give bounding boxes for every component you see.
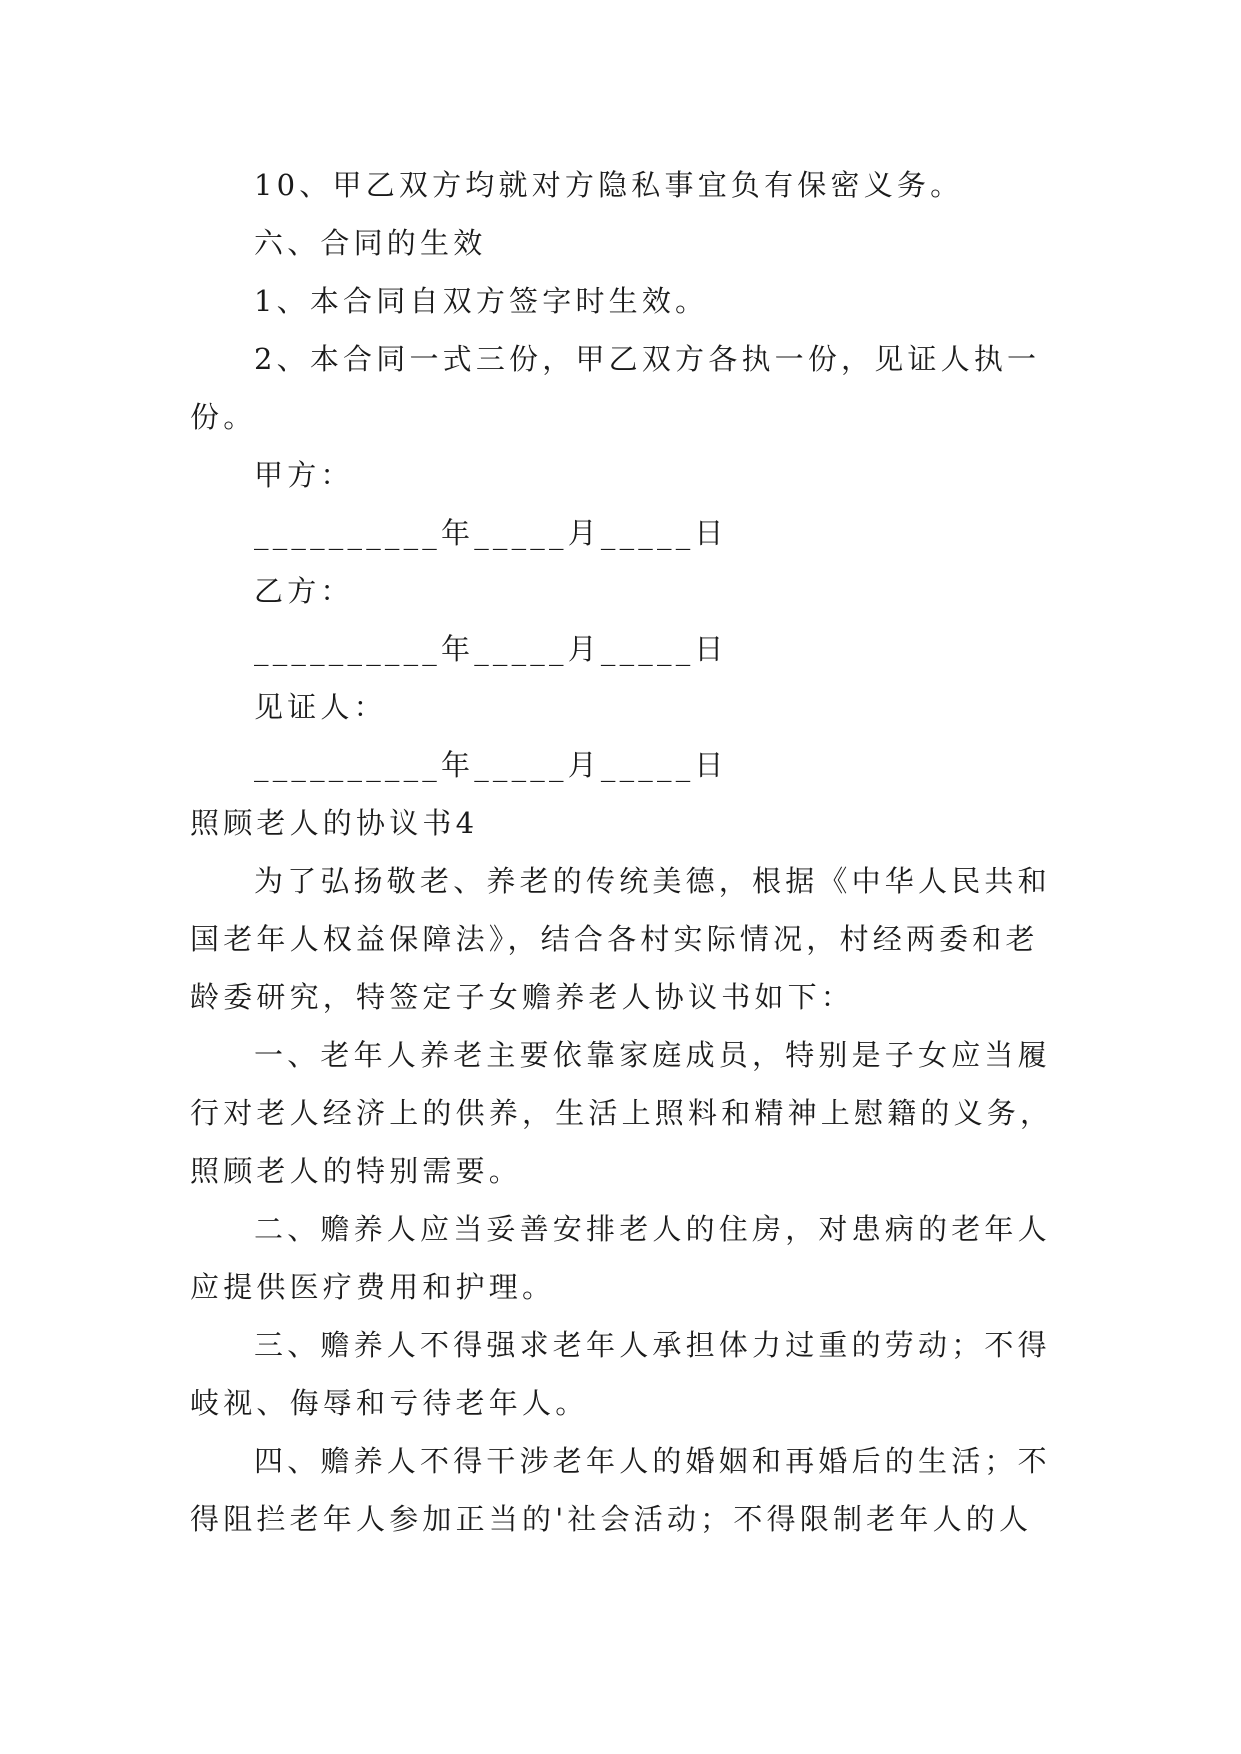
preamble-line-1: 为了弘扬敬老、养老的传统美德，根据《中华人民共和: [254, 864, 1051, 898]
article-1-line-2: 行对老人经济上的供养，生活上照料和精神上慰籍的义务，: [190, 1096, 1054, 1130]
article-4-line-1: 四、赡养人不得干涉老年人的婚姻和再婚后的生活；不: [254, 1444, 1051, 1478]
preamble-line-2: 国老年人权益保障法》，结合各村实际情况，村经两委和老: [190, 922, 1039, 956]
article-1-line-3: 照顾老人的特别需要。: [190, 1154, 523, 1188]
preamble-line-3: 龄委研究，特签定子女赡养老人协议书如下：: [190, 980, 855, 1014]
party-a-label: 甲方：: [254, 458, 354, 492]
clause-2-copies: 2、本合同一式三份，甲乙双方各执一份，见证人执一: [254, 342, 1041, 376]
party-b-date-line: __________年_____月_____日: [254, 632, 728, 666]
clause-1-effective: 1、本合同自双方签字时生效。: [254, 284, 709, 318]
article-2-line-2: 应提供医疗费用和护理。: [190, 1270, 556, 1304]
agreement-4-title: 照顾老人的协议书4: [190, 806, 479, 840]
party-a-date-line: __________年_____月_____日: [254, 516, 728, 550]
section-6-heading: 六、合同的生效: [254, 226, 487, 260]
article-3-line-2: 岐视、侮辱和亏待老年人。: [190, 1386, 589, 1420]
article-3-line-1: 三、赡养人不得强求老年人承担体力过重的劳动；不得: [254, 1328, 1051, 1362]
clause-10-confidentiality: 10、甲乙双方均就对方隐私事宜负有保密义务。: [254, 168, 964, 202]
article-4-line-2: 得阻拦老年人参加正当的'社会活动；不得限制老年人的人: [190, 1502, 1033, 1536]
article-2-line-1: 二、赡养人应当妥善安排老人的住房，对患病的老年人: [254, 1212, 1051, 1246]
party-b-label: 乙方：: [254, 574, 354, 608]
article-1-line-1: 一、老年人养老主要依靠家庭成员，特别是子女应当履: [254, 1038, 1051, 1072]
clause-2-copies-cont: 份。: [190, 400, 257, 434]
witness-label: 见证人：: [254, 690, 387, 724]
witness-date-line: __________年_____月_____日: [254, 748, 728, 782]
